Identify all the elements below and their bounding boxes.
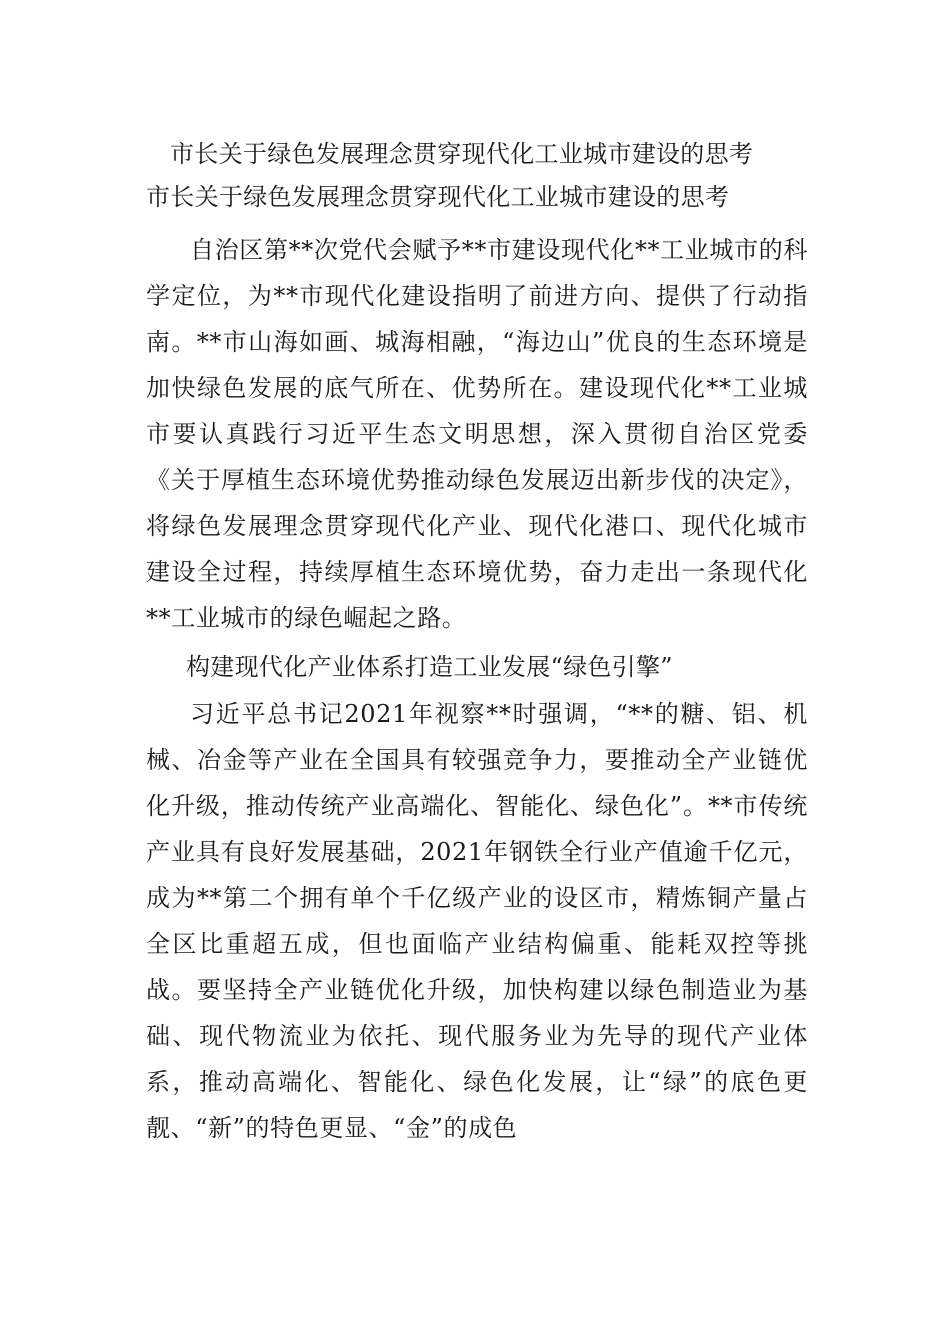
paragraph-industry: 习近平总书记2021年视察**时强调，“**的糖、铝、机械、冶金等产业在全国具有较强竞争力，要推动全产业链优化升级，推动传统产业高端化、智能化、绿色化”。**市传统产业具有良好发展基础，2021年钢铁全行业产值逾千亿元，成为**第二个拥有单个千亿级产业的设区市，精炼铜产量占全区比重超五成，但也面临产业结构偏重、能耗双控等挑战。要坚持全产业链优化升级，加快构建以绿色制造业为基础、现代物流业为依托、现代服务业为先导的现代产业体系，推动高端化、智能化、绿色化发展，让“绿”的底色更靓、“新”的特色更显、“金”的成色	[146, 700, 808, 1142]
document-title-repeat: 市长关于绿色发展理念贯穿现代化工业城市建设的思考	[146, 183, 730, 211]
document-title: 市长关于绿色发展理念贯穿现代化工业城市建设的思考	[170, 140, 754, 168]
section-heading: 构建现代化产业体系打造工业发展“绿色引擎”	[186, 653, 673, 681]
document-body	[146, 133, 808, 1151]
paragraph-intro: 自治区第**次党代会赋予**市建设现代化**工业城市的科学定位，为**市现代化建设指明了前进方向、提供了行动指南。**市山海如画、城海相融，“海边山”优良的生态环境是加快绿色发展的底气所在、优势所在。建设现代化**工业城市要认真践行习近平生态文明思想，深入贯彻自治区党委《关于厚植生态环境优势推动绿色发展迈出新步伐的决定》，将绿色发展理念贯穿现代化产业、现代化港口、现代化城市建设全过程，持续厚植生态环境优势，奋力走出一条现代化**工业城市的绿色崛起之路。	[146, 236, 808, 632]
